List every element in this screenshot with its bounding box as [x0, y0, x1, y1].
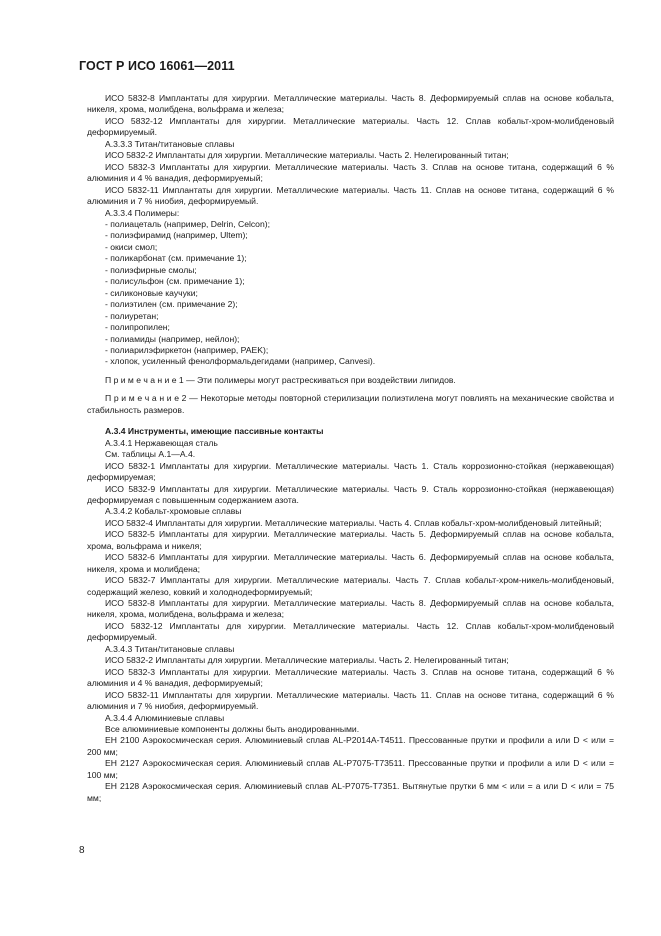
body-paragraph: ИСО 5832-4 Имплантаты для хирургии. Металлические материалы. Часть 4. Сплав кобальт-хром-молибденовый литейный;	[105, 517, 602, 528]
page-number: 8	[79, 845, 85, 856]
body-paragraph: - полиуретан;	[105, 310, 159, 321]
body-paragraph: - полиарилэфиркетон (например, PAEK);	[105, 344, 269, 355]
body-paragraph: A.3.4.4 Алюминиевые сплавы	[105, 712, 225, 723]
body-paragraph: ИСО 5832-8 Имплантаты для хирургии. Металлические материалы. Часть 8. Деформируемый сплав на основе кобальта, никеля, хрома, молибдена, вольфрама и железа;	[87, 598, 614, 620]
body-paragraph: ИСО 5832-9 Имплантаты для хирургии. Металлические материалы. Часть 9. Сталь коррозионно-стойкая (нержавеющая) деформируемая с повышенным содержанием азота.	[87, 483, 614, 505]
body-paragraph: ИСО 5832-5 Имплантаты для хирургии. Металлические материалы. Часть 5. Деформируемый сплав на основе кобальта, хрома, вольфрама и никеля;	[87, 529, 614, 551]
page-header-title: ГОСТ Р ИСО 16061—2011	[79, 59, 235, 73]
body-paragraph: ИСО 5832-3 Имплантаты для хирургии. Металлические материалы. Часть 3. Сплав на основе титана, содержащий 6 % алюминия и 4 % ванадия, деформируемый;	[87, 161, 614, 184]
body-paragraph: ЕН 2128 Аэрокосмическая серия. Алюминиевый сплав AL-P7075-T7351. Вытянутые прутки 6 мм < или = a или D < или = 75 мм;	[87, 781, 614, 803]
body-paragraph: - полиэфирные смолы;	[105, 264, 197, 275]
body-paragraph: - хлопок, усиленный фенолформальдегидами (например, Canvesi).	[105, 356, 376, 367]
body-paragraph: - силиконовые каучуки;	[105, 287, 198, 298]
body-paragraph: - поликарбонат (см. примечание 1);	[105, 253, 247, 264]
note-paragraph: П р и м е ч а н и е 2 — Некоторые методы повторной стерилизации полиэтилена могут повлиять на механические свойства и стабильность размеров.	[87, 393, 614, 415]
body-paragraph: - полиэфирамид (например, Ultem);	[105, 230, 248, 241]
body-paragraph: ЕН 2100 Аэрокосмическая серия. Алюминиевый сплав AL-P2014A-T4511. Прессованные прутки и профили a или D < или = 200 мм;	[87, 735, 614, 757]
body-paragraph: ИСО 5832-8 Имплантаты для хирургии. Металлические материалы. Часть 8. Деформируемый сплав на основе кобальта, никеля, хрома, молибдена, вольфрама и железа;	[87, 93, 614, 115]
body-paragraph: ИСО 5832-12 Имплантаты для хирургии. Металлические материалы. Часть 12. Сплав кобальт-хром-молибденовый деформируемый.	[87, 115, 614, 138]
body-paragraph: - полиацеталь (например, Delrin, Celcon);	[105, 218, 270, 229]
body-paragraph: - полисульфон (см. примечание 1);	[105, 276, 245, 287]
body-paragraph: A.3.3.3 Титан/титановые сплавы	[105, 138, 235, 149]
body-paragraph: - полиамиды (например, нейлон);	[105, 333, 240, 344]
body-paragraph: ИСО 5832-7 Имплантаты для хирургии. Металлические материалы. Часть 7. Сплав кобальт-хром-никель-молибденовый, содержащий железо, ковкий и холоднодеформируемый;	[87, 575, 614, 597]
body-paragraph: ИСО 5832-2 Имплантаты для хирургии. Металлические материалы. Часть 2. Нелегированный титан;	[105, 655, 509, 666]
body-paragraph: ИСО 5832-2 Имплантаты для хирургии. Металлические материалы. Часть 2. Нелегированный титан;	[105, 150, 509, 161]
body-paragraph: - полипропилен;	[105, 322, 170, 333]
body-paragraph: ИСО 5832-3 Имплантаты для хирургии. Металлические материалы. Часть 3. Сплав на основе титана, содержащий 6 % алюминия и 4 % ванадия, деформируемый;	[87, 666, 614, 689]
body-paragraph: Все алюминиевые компоненты должны быть анодированными.	[105, 724, 360, 735]
body-paragraph: A.3.4.1 Нержавеющая сталь	[105, 437, 218, 448]
body-paragraph: ИСО 5832-11 Имплантаты для хирургии. Металлические материалы. Часть 11. Сплав на основе титана, содержащий 6 % алюминия и 7 % ниобия, деформируемый.	[87, 184, 614, 207]
body-paragraph: ИСО 5832-11 Имплантаты для хирургии. Металлические материалы. Часть 11. Сплав на основе титана, содержащий 6 % алюминия и 7 % ниобия, деформируемый.	[87, 689, 614, 712]
body-paragraph: A.3.3.4 Полимеры:	[105, 207, 180, 218]
body-paragraph: ИСО 5832-12 Имплантаты для хирургии. Металлические материалы. Часть 12. Сплав кобальт-хром-молибденовый деформируемый.	[87, 620, 614, 643]
note-paragraph: П р и м е ч а н и е 1 — Эти полимеры могут растрескиваться при воздействии липидов.	[105, 374, 456, 385]
body-paragraph: - окиси смол;	[105, 241, 158, 252]
body-paragraph: A.3.4.3 Титан/титановые сплавы	[105, 643, 235, 654]
body-paragraph: См. таблицы А.1—А.4.	[105, 449, 196, 460]
body-paragraph: ИСО 5832-1 Имплантаты для хирургии. Металлические материалы. Часть 1. Сталь коррозионно-стойкая (нержавеющая) деформируемая;	[87, 460, 614, 483]
document-body	[87, 93, 614, 804]
body-paragraph: ИСО 5832-6 Имплантаты для хирургии. Металлические материалы. Часть 6. Деформируемый сплав на основе кобальта, никеля, хрома и молибдена;	[87, 552, 614, 574]
body-paragraph: A.3.4.2 Кобальт-хромовые сплавы	[105, 506, 242, 517]
body-paragraph: - полиэтилен (см. примечание 2);	[105, 299, 238, 310]
section-heading: A.3.4 Инструменты, имеющие пассивные контакты	[105, 426, 324, 437]
body-paragraph: ЕН 2127 Аэрокосмическая серия. Алюминиевый сплав AL-P7075-T73511. Прессованные прутки и профили a или D < или = 100 мм;	[87, 758, 614, 780]
